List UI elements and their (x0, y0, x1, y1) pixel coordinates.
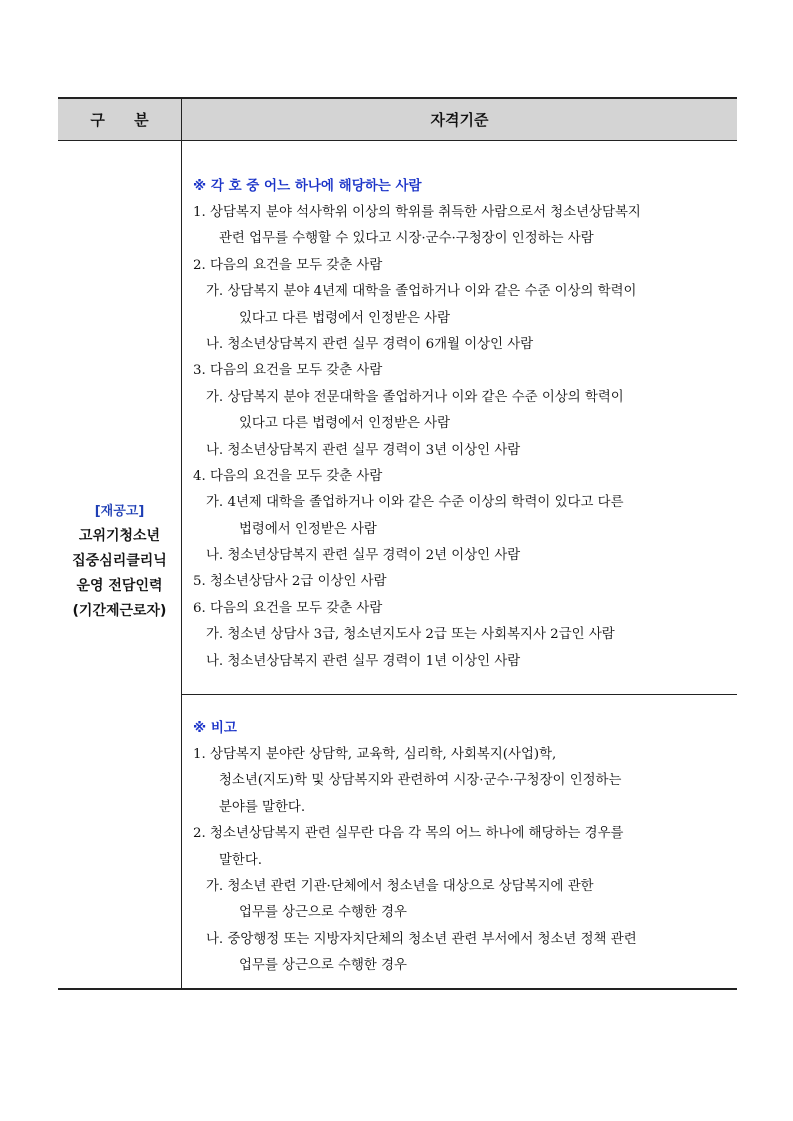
criteria-section (193, 173, 733, 675)
remarks-line: 업무를 상근으로 수행한 경우 (239, 958, 407, 974)
criteria-line: 1. 상담복지 분야 석사학위 이상의 학위를 취득한 사람으로서 청소년상담복지 (193, 205, 641, 220)
position-label (58, 499, 181, 624)
criteria-line: 나. 청소년상담복지 관련 실무 경력이 6개월 이상인 사람 (206, 336, 534, 352)
table-header-row (58, 99, 737, 141)
criteria-line: 가. 청소년 상담사 3급, 청소년지도사 2급 또는 사회복지사 2급인 사람 (206, 627, 615, 643)
row-divider (182, 694, 737, 695)
remarks-line: 1. 상담복지 분야란 상담학, 교육학, 심리학, 사회복지(사업)학, (193, 747, 557, 762)
criteria-line: 가. 상담복지 분야 4년제 대학을 졸업하거나 이와 같은 수준 이상의 학력이 (206, 284, 637, 300)
remarks-line: 분야를 말한다. (219, 799, 306, 815)
criteria-line: 가. 상담복지 분야 전문대학을 졸업하거나 이와 같은 수준 이상의 학력이 (206, 389, 624, 405)
header-criteria: 자격기준 (430, 111, 489, 129)
remarks-line: 업무를 상근으로 수행한 경우 (239, 905, 407, 921)
criteria-line: 나. 청소년상담복지 관련 실무 경력이 1년 이상인 사람 (206, 653, 521, 669)
column-divider (181, 99, 182, 988)
remarks-line: 2. 청소년상담복지 관련 실무란 다음 각 목의 어느 하나에 해당하는 경우를 (193, 826, 624, 842)
remarks-line: 청소년(지도)학 및 상담복지와 관련하여 시장·군수·구청장이 인정하는 (219, 773, 622, 789)
position-line: 운영 전담인력 (76, 578, 163, 594)
remarks-section (193, 715, 733, 980)
criteria-line: 5. 청소년상담사 2급 이상인 사람 (193, 574, 387, 590)
criteria-line: 4. 다음의 요건을 모두 갖춘 사람 (193, 468, 383, 484)
criteria-title: ※ 각 호 중 어느 하나에 해당하는 사람 (193, 178, 422, 194)
remarks-title: ※ 비고 (193, 720, 237, 736)
criteria-line: 6. 다음의 요건을 모두 갖춘 사람 (193, 600, 383, 616)
criteria-line: 관련 업무를 수행할 수 있다고 시장·군수·구청장이 인정하는 사람 (219, 231, 594, 247)
criteria-line: 3. 다음의 요건을 모두 갖춘 사람 (193, 363, 383, 379)
position-line: 집중심리클리닉 (72, 553, 167, 569)
position-line: (기간제근로자) (72, 603, 167, 619)
criteria-line: 가. 4년제 대학을 졸업하거나 이와 같은 수준 이상의 학력이 있다고 다른 (206, 495, 624, 511)
criteria-line: 나. 청소년상담복지 관련 실무 경력이 2년 이상인 사람 (206, 548, 521, 564)
position-line: 고위기청소년 (78, 528, 161, 544)
header-category: 구 분 (90, 111, 161, 129)
criteria-line: 있다고 다른 법령에서 인정받은 사람 (239, 416, 451, 432)
criteria-line: 2. 다음의 요건을 모두 갖춘 사람 (193, 257, 383, 273)
remarks-line: 나. 중앙행정 또는 지방자치단체의 청소년 관련 부서에서 청소년 정책 관련 (206, 931, 637, 947)
remarks-line: 가. 청소년 관련 기관·단체에서 청소년을 대상으로 상담복지에 관한 (206, 878, 594, 894)
remarks-line: 말한다. (219, 852, 263, 868)
criteria-line: 있다고 다른 법령에서 인정받은 사람 (239, 310, 451, 326)
criteria-line: 나. 청소년상담복지 관련 실무 경력이 3년 이상인 사람 (206, 442, 521, 458)
qualification-table (58, 97, 737, 990)
criteria-line: 법령에서 인정받은 사람 (239, 521, 377, 537)
repost-tag: [재공고] (94, 504, 145, 519)
